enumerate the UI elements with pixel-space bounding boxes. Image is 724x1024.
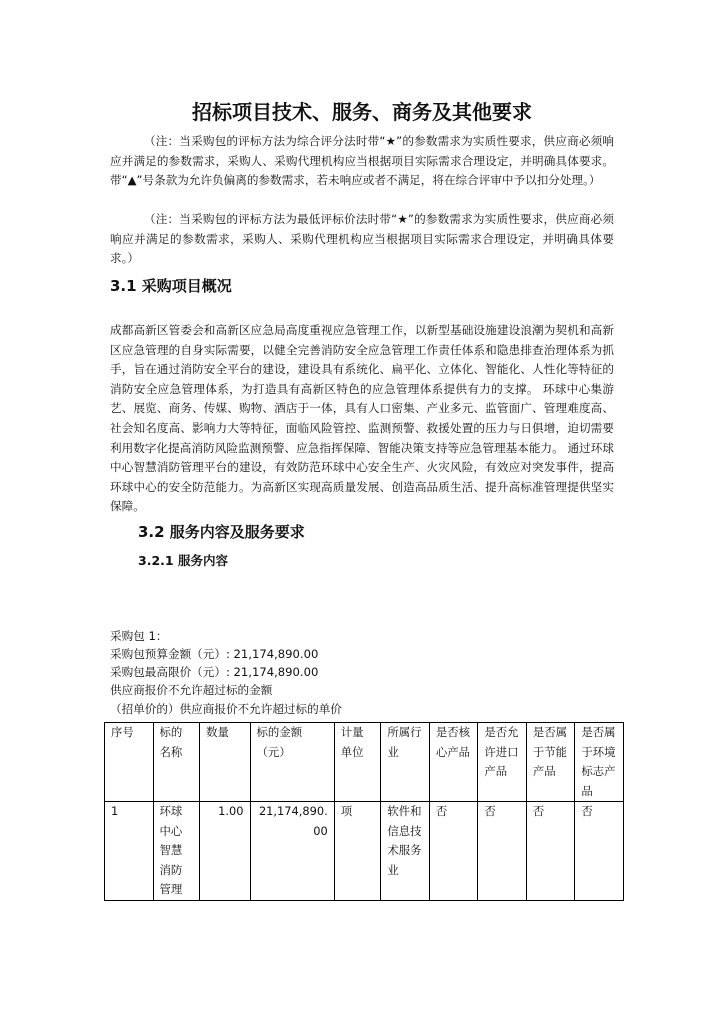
table-cell: 1 (105, 802, 154, 901)
project-overview-paragraph: 成都高新区管委会和高新区应急局高度重视应急管理工作，以新型基础设施建设浪潮为契机和高新区应急管理的自身实际需要，以健全完善消防安全应急管理工作责任体系和隐患排查治理体系为抓手，旨在通过消防安全平台的建设，建设具有系统化、扁平化、立体化、智能化、人性化等特征的消防安全应急管理体系，为打造具有高新区特色的应急管理体系提供有力的支撑。 环球中心集游艺、展览、商务、传媒、购物、酒店于一体，具有人口密集、产业多元、监管面广、管理难度高、社会知名度高、影响力大等特征，面临风险管控、监测预警、救援处置的压力与日俱增，迫切需要利用数字化提高消防风险监测预警、应急指挥保障、智能决策支持等应急管理基本能力。 通过环球中心智慧消防管理平台的建设，有效防范环球中心安全生产、火灾风险，有效应对突发事件，提高环球中心的安全防范能力。为高新区实现高质量发展、创造高品质生活、提升高标准管理提供坚实保障。 (110, 323, 614, 514)
section-heading-3-1: 3.1 采购项目概况 (110, 277, 232, 295)
table-header-row (105, 723, 624, 802)
header-cell: 是否允许进口产品 (478, 723, 527, 802)
page-title: 招标项目技术、服务、商务及其他要求 (192, 100, 532, 124)
header-cell: 序号 (105, 723, 154, 802)
section-heading-3-2: 3.2 服务内容及服务要求 (138, 523, 305, 541)
header-cell: 标的名称 (153, 723, 200, 802)
header-cell: 计量单位 (334, 723, 381, 802)
package-unit-price-rule: （招单价的）供应商报价不允许超过标的单价 (110, 702, 342, 716)
table-cell: 21,174,890.00 (250, 802, 334, 901)
package-price-rule: 供应商报价不允许超过标的金额 (110, 683, 273, 697)
table-row (105, 802, 624, 901)
header-cell: 是否核心产品 (429, 723, 478, 802)
package-label: 采购包 1： (110, 629, 168, 643)
table-cell: 软件和信息技术服务业 (381, 802, 430, 901)
table-cell: 环球中心智慧消防管理 (153, 802, 200, 901)
table-cell: 1.00 (200, 802, 250, 901)
table-cell: 项 (334, 802, 381, 901)
header-cell: 所属行业 (381, 723, 430, 802)
section-heading-3-2-1: 3.2.1 服务内容 (138, 553, 228, 568)
procurement-items-table (104, 722, 624, 901)
table-cell: 否 (575, 802, 624, 901)
table-cell: 否 (526, 802, 575, 901)
package-max-price: 采购包最高限价（元）: 21,174,890.00 (110, 665, 319, 679)
note-paragraph-comprehensive: （注：当采购包的评标方法为综合评分法时带“★”的参数需求为实质性要求，供应商必须响应并满足的参数需求，采购人、采购代理机构应当根据项目实际需求合理设定，并明确具体要求。带“▲”号条款为允许负偏离的参数需求，若未响应或者不满足，将在综合评审中予以扣分处理。） (110, 134, 614, 187)
package-budget: 采购包预算金额（元）: 21,174,890.00 (110, 647, 319, 661)
table-cell: 否 (429, 802, 478, 901)
table-cell: 否 (478, 802, 527, 901)
header-cell: 数量 (200, 723, 250, 802)
header-cell: 标的金额（元） (250, 723, 334, 802)
header-cell: 是否属于环境标志产品 (575, 723, 624, 802)
note-paragraph-lowest-price: （注：当采购包的评标方法为最低评标价法时带“★”的参数需求为实质性要求，供应商必须响应并满足的参数需求，采购人、采购代理机构应当根据项目实际需求合理设定，并明确具体要求。） (110, 212, 614, 265)
header-cell: 是否属于节能产品 (526, 723, 575, 802)
